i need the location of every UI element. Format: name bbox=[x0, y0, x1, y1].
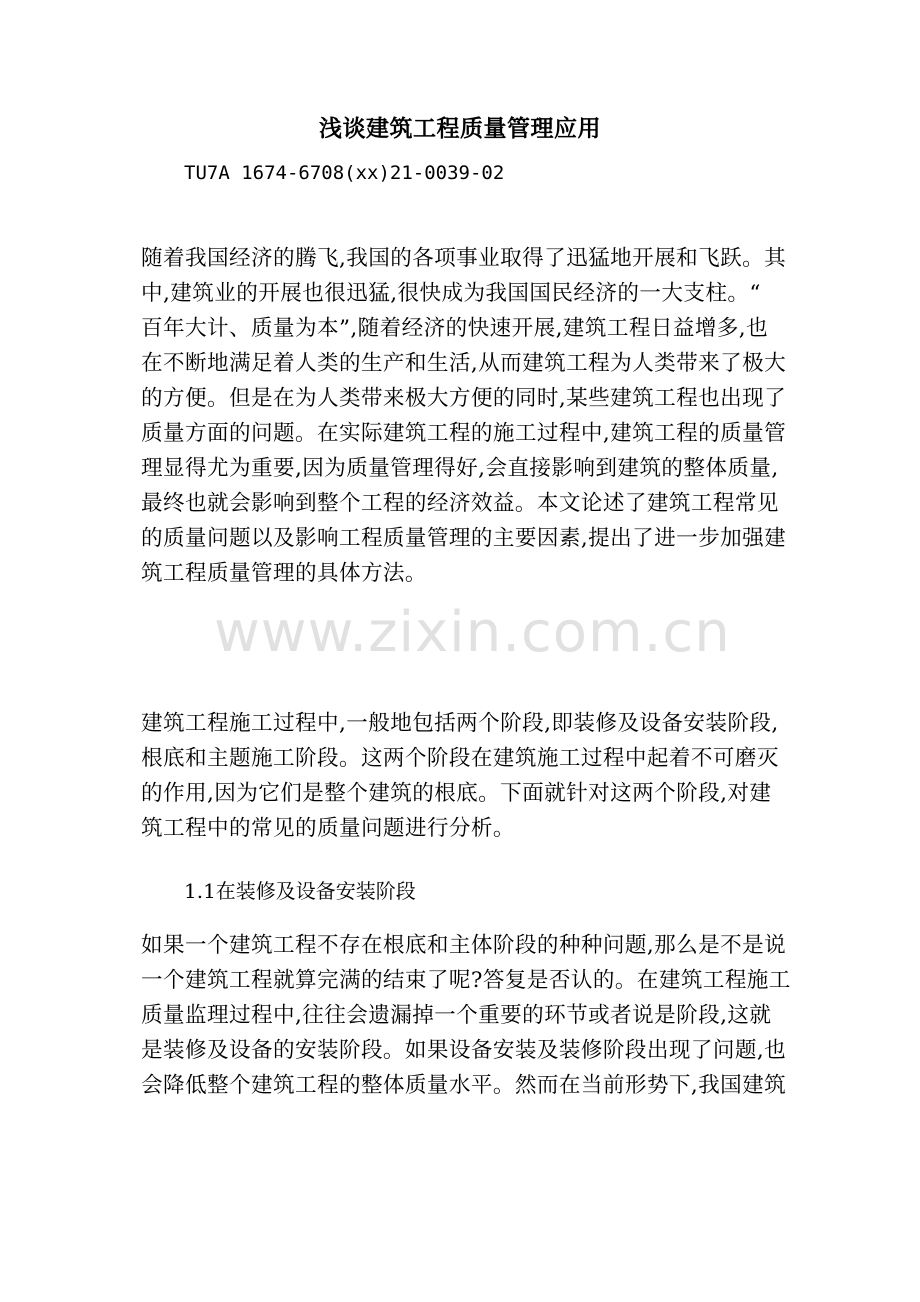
text-line: 根底和主题施工阶段。这两个阶段在建筑施工过程中起着不可磨灭 bbox=[141, 746, 779, 771]
text-line: 在不断地满足着人类的生产和生活,从而建筑工程为人类带来了极大 bbox=[141, 351, 787, 376]
text-line: 会降低整个建筑工程的整体质量水平。然而在当前形势下,我国建筑 bbox=[141, 1073, 787, 1098]
text-line: 质量监理过程中,往往会遗漏掉一个重要的环节或者说是阶段,这就 bbox=[141, 1003, 772, 1028]
classification-code: TU7A 1674-6708(xx)21-0039-02 bbox=[184, 162, 505, 184]
text-line: 的作用,因为它们是整个建筑的根底。下面就针对这两个阶段,对建 bbox=[141, 781, 772, 806]
text-line: 理显得尤为重要,因为质量管理得好,会直接影响到建筑的整体质量, bbox=[141, 456, 779, 481]
text-line: 筑工程质量管理的具体方法。 bbox=[141, 561, 427, 586]
text-line: 一个建筑工程就算完满的结束了呢?答复是否认的。在建筑工程施工 bbox=[141, 968, 791, 993]
text-line: 如果一个建筑工程不存在根底和主体阶段的种种问题,那么是不是说 bbox=[141, 933, 787, 958]
watermark: www.zixin.com.cn bbox=[214, 600, 731, 665]
section-heading: 1.1在装修及设备安装阶段 bbox=[184, 879, 416, 903]
text-line: 的方便。但是在为人类带来极大方便的同时,某些建筑工程也出现了 bbox=[141, 386, 787, 411]
text-line: 百年大计、质量为本”,随着经济的快速开展,建筑工程日益增多,也 bbox=[141, 316, 769, 341]
text-line: 最终也就会影响到整个工程的经济效益。本文论述了建筑工程常见 bbox=[141, 491, 779, 516]
paragraph-intro bbox=[141, 241, 787, 591]
paragraph-stages bbox=[141, 706, 781, 846]
text-line: 随着我国经济的腾飞,我国的各项事业取得了迅猛地开展和飞跃。其 bbox=[141, 246, 787, 271]
text-line: 筑工程中的常见的质量问题进行分析。 bbox=[141, 816, 515, 841]
document-title: 浅谈建筑工程质量管理应用 bbox=[319, 115, 601, 142]
text-line: 中,建筑业的开展也很迅猛,很快成为我国国民经济的一大支柱。“ bbox=[141, 281, 761, 306]
paragraph-installation bbox=[141, 928, 791, 1103]
text-line: 建筑工程施工过程中,一般地包括两个阶段,即装修及设备安装阶段, bbox=[141, 711, 779, 736]
text-line: 是装修及设备的安装阶段。如果设备安装及装修阶段出现了问题,也 bbox=[141, 1038, 787, 1063]
text-line: 质量方面的问题。在实际建筑工程的施工过程中,建筑工程的质量管 bbox=[141, 421, 787, 446]
text-line: 的质量问题以及影响工程质量管理的主要因素,提出了进一步加强建 bbox=[141, 526, 787, 551]
